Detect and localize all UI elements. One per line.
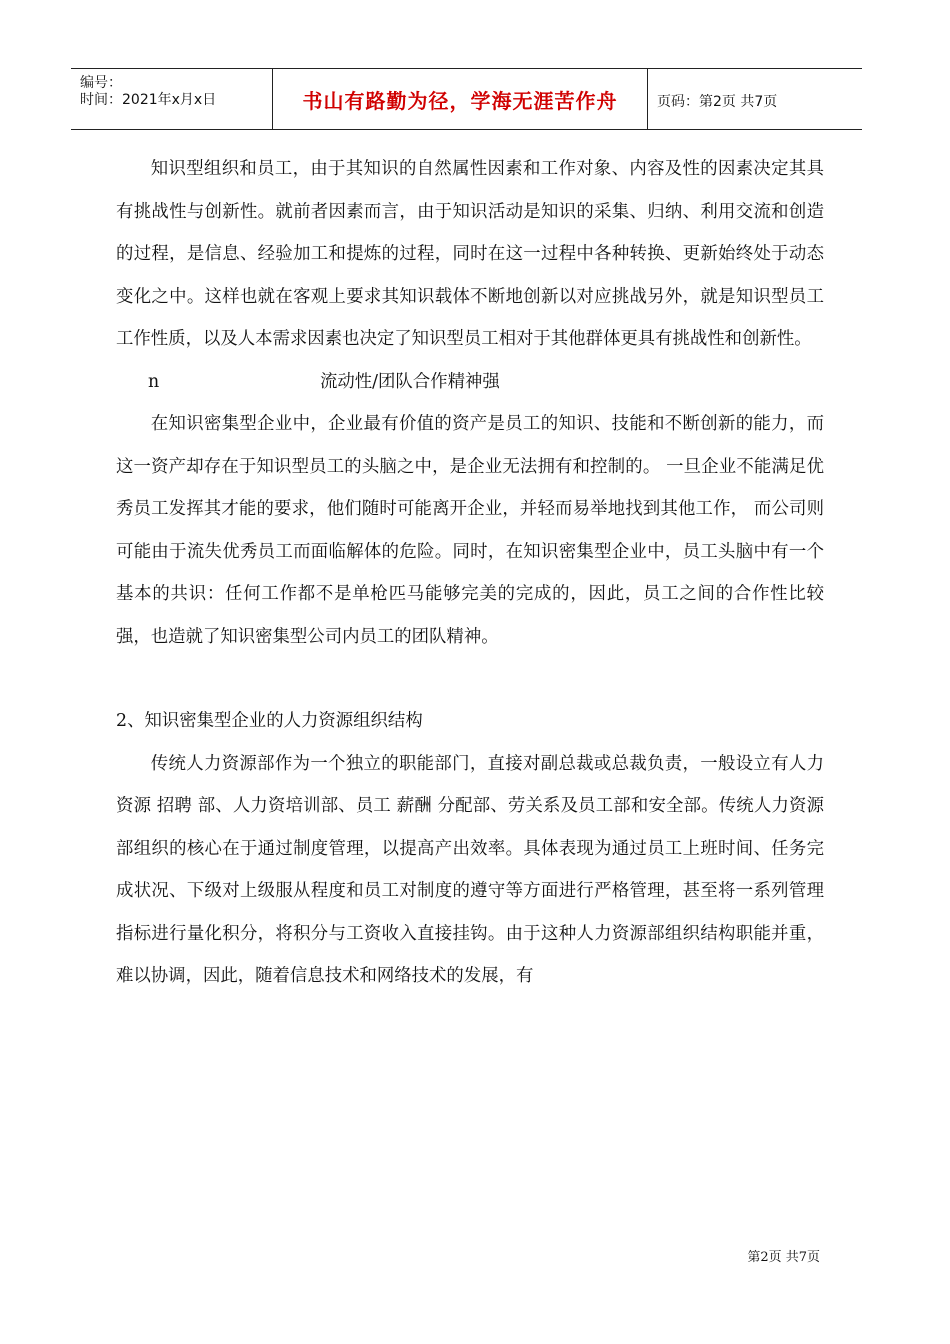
document-body xyxy=(116,148,824,998)
header-page-number: 页码：第2页 共7页 xyxy=(657,94,778,110)
document-number-label: 编号： xyxy=(80,75,122,91)
paragraph-gap xyxy=(116,658,824,700)
paragraph-hr-structure: 传统人力资源部作为一个独立的职能部门，直接对副总裁或总裁负责，一般设立有人力资源 招聘 部、人力资培训部、员工 薪酬 分配部、劳关系及员工部和安全部。传统人力资源部组织的核心在于通过制度管理，以提高产出效率。具体表现为通过员工上班时间、任务完成状况、下级对上级服从程度和员工对制度的遵守等方面进行严格管理，甚至将一系列管理指标进行量化积分，将积分与工资收入直接挂钩。由于这种人力资源部组织结构职能并重，难以协调，因此，随着信息技术和网络技术的发展，有 xyxy=(116,753,824,986)
subheading-text: 流动性/团队合作精神强 xyxy=(320,371,500,392)
page-header xyxy=(71,68,862,130)
header-motto: 书山有路勤为径，学海无涯苦作舟 xyxy=(273,69,648,129)
page-footer: 第2页 共7页 xyxy=(747,1250,820,1265)
subheading xyxy=(116,361,824,404)
header-page-cell xyxy=(648,69,862,129)
header-info-cell xyxy=(71,69,273,129)
document-date-label: 时间：2021年x月x日 xyxy=(80,92,217,108)
paragraph-mobility: 在知识密集型企业中，企业最有价值的资产是员工的知识、技能和不断创新的能力，而这一资产却存在于知识型员工的头脑之中，是企业无法拥有和控制的。 一旦企业不能满足优秀员工发挥其才能的要求，他们随时可能离开企业，并轻而易举地找到其他工作， 而公司则可能由于流失优秀员工而面临解体的危险。同时，在知识密集型企业中，员工头脑中有一个基本的共识：任何工作都不是单枪匹马能够完美的完成的，因此，员工之间的合作性比较强，也造就了知识密集型公司内员工的团队精神。 xyxy=(116,414,824,647)
subheading-bullet: n xyxy=(148,371,160,392)
paragraph-innovation: 知识型组织和员工，由于其知识的自然属性因素和工作对象、内容及性的因素决定其具有挑战性与创新性。就前者因素而言，由于知识活动是知识的采集、归纳、利用交流和创造的过程，是信息、经验加工和提炼的过程，同时在这一过程中各种转换、更新始终处于动态变化之中。这样也就在客观上要求其知识载体不断地创新以对应挑战另外，就是知识型员工工作性质，以及人本需求因素也决定了知识型员工相对于其他群体更具有挑战性和创新性。 xyxy=(116,159,824,349)
section-heading: 2、知识密集型企业的人力资源组织结构 xyxy=(116,711,423,731)
